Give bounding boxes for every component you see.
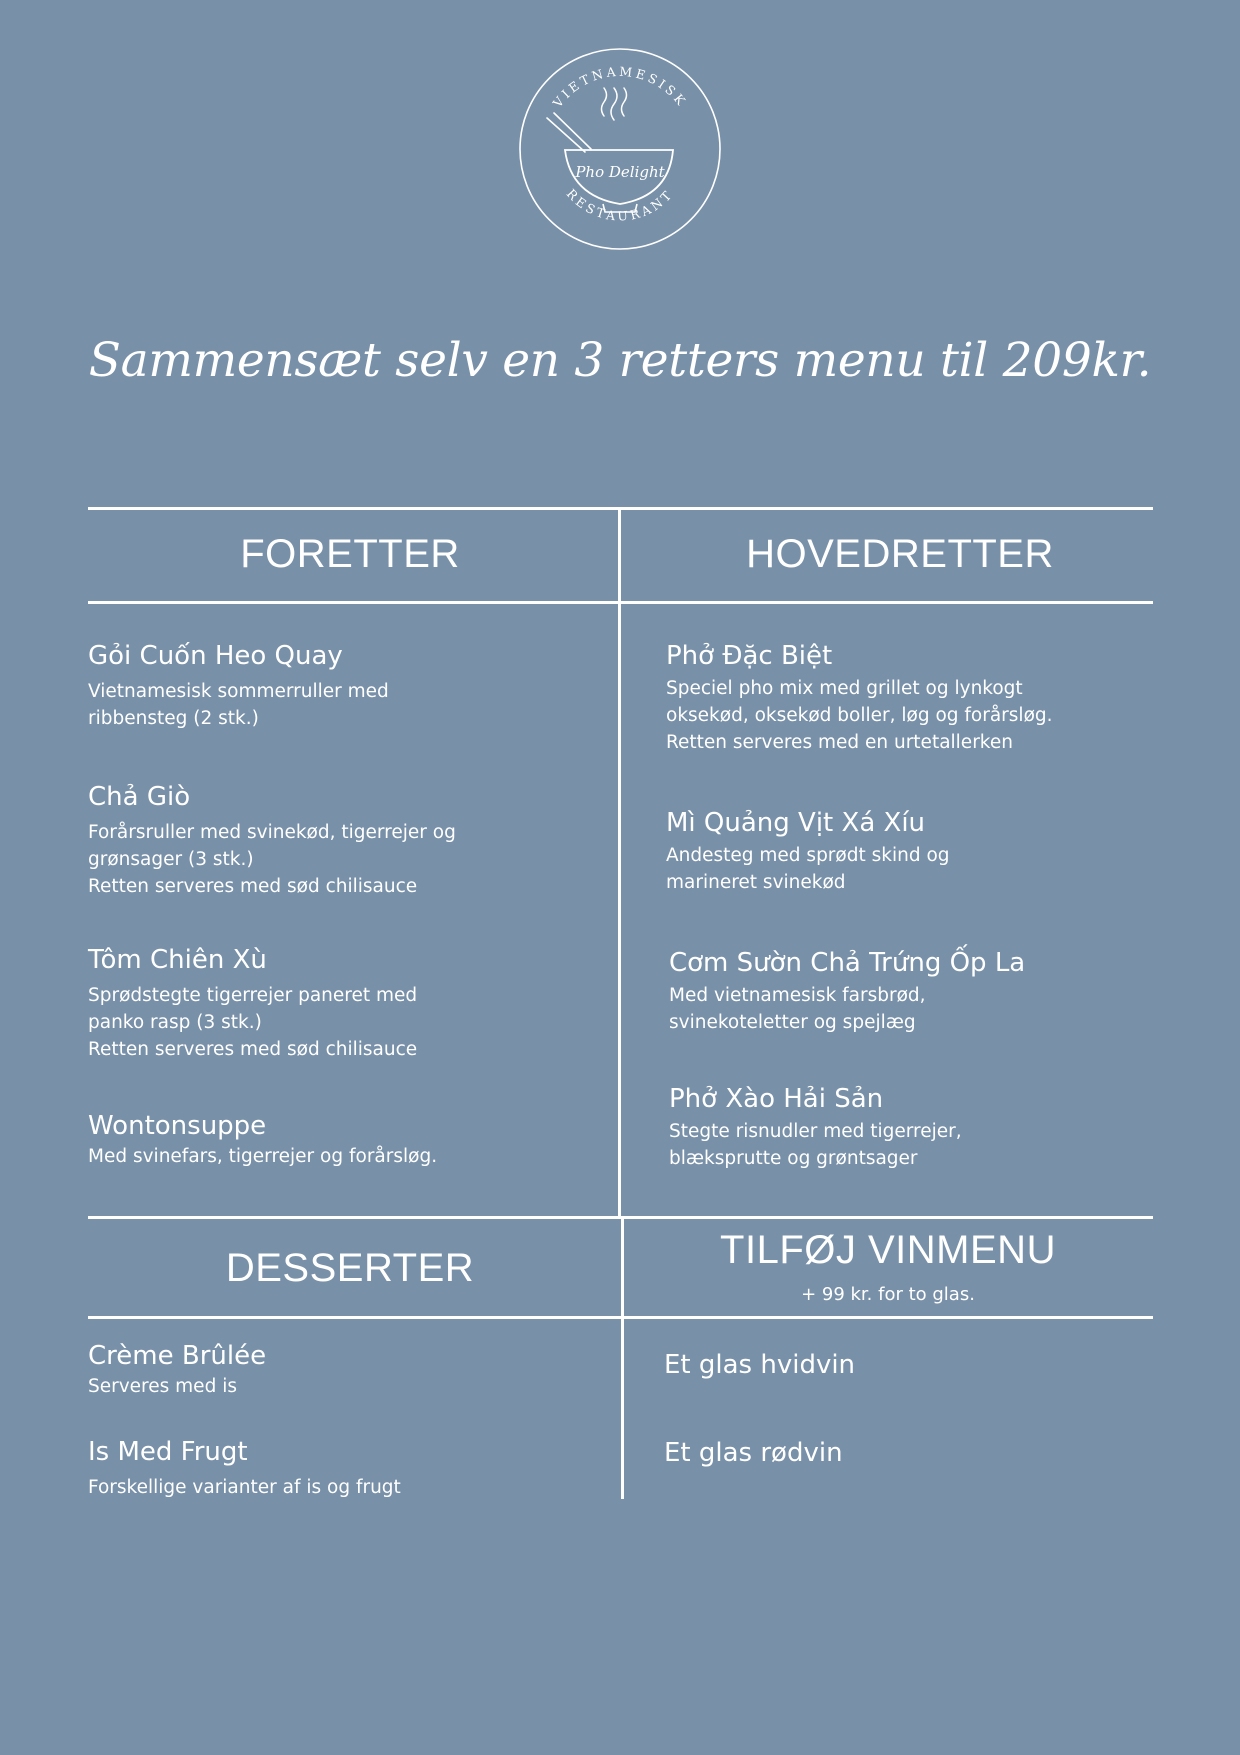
- menu-item: [88, 1340, 558, 1400]
- item-description: Med vietnamesisk farsbrød, svinekoteletter og spejlæg: [669, 985, 926, 1033]
- menu-item: [666, 640, 1146, 756]
- wine-option-red: Et glas rødvin: [664, 1438, 843, 1468]
- item-description: Med svinefars, tigerrejer og forårsløg.: [88, 1146, 438, 1167]
- item-name: Gỏi Cuốn Heo Quay: [88, 641, 343, 671]
- menu-item: [88, 640, 558, 732]
- divider-vertical-lower: [621, 1216, 624, 1499]
- item-name: Chả Giò: [88, 782, 191, 812]
- item-description: Serveres med is: [88, 1376, 237, 1397]
- item-description: Speciel pho mix med grillet og lynkogt oksekød, oksekød boller, løg og forårsløg. Retten serveres med en urtetallerken: [666, 678, 1053, 753]
- item-name: Phở Đặc Biệt: [666, 641, 833, 671]
- wine-subtitle: + 99 kr. for to glas.: [801, 1284, 975, 1305]
- item-description: Forårsruller med svinekød, tigerrejer og grønsager (3 stk.) Retten serveres med sød chilisauce: [88, 822, 456, 897]
- item-name: Mì Quảng Vịt Xá Xíu: [666, 808, 926, 838]
- menu-item: [88, 1436, 558, 1501]
- item-name: Tôm Chiên Xù: [88, 945, 267, 975]
- section-title-wine: TILFØJ VINMENU: [720, 1228, 1056, 1272]
- divider-vertical-upper: [618, 507, 621, 1217]
- restaurant-logo: [517, 46, 723, 252]
- menu-item: [669, 1083, 1149, 1172]
- logo-top-text: VIETNAMESISK: [549, 63, 691, 111]
- item-name: Phở Xào Hải Sản: [669, 1084, 884, 1114]
- menu-item: [666, 807, 1146, 896]
- steam-icon: [602, 88, 627, 120]
- menu-item: [88, 944, 558, 1063]
- logo-bottom-text: RESTAURANT: [563, 185, 677, 224]
- item-description: Sprødstegte tigerrejer paneret med panko rasp (3 stk.) Retten serveres med sød chilisauce: [88, 985, 418, 1060]
- item-name: Cơm Sườn Chả Trứng Ốp La: [669, 948, 1026, 978]
- menu-item: [669, 947, 1149, 1036]
- item-name: Crème Brûlée: [88, 1341, 267, 1371]
- item-description: Vietnamesisk sommerruller med ribbensteg (2 stk.): [88, 681, 389, 729]
- item-description: Forskellige varianter af is og frugt: [88, 1477, 401, 1498]
- chopsticks-icon: [547, 113, 591, 152]
- item-name: Is Med Frugt: [88, 1437, 248, 1467]
- logo-center-text: Pho Delight: [575, 163, 665, 181]
- menu-item: [88, 781, 558, 900]
- section-title-desserts: DESSERTER: [225, 1246, 475, 1290]
- item-description: Stegte risnudler med tigerrejer, blæksprutte og grøntsager: [669, 1121, 962, 1169]
- item-description: Andesteg med sprødt skind og marineret svinekød: [666, 845, 950, 893]
- section-title-mains: HOVEDRETTER: [746, 532, 1054, 576]
- menu-headline: Sammensæt selv en 3 retters menu til 209kr.: [88, 333, 1152, 388]
- menu-item: [88, 1110, 558, 1170]
- section-title-starters: FORETTER: [240, 532, 460, 576]
- wine-option-white: Et glas hvidvin: [664, 1350, 856, 1380]
- item-name: Wontonsuppe: [88, 1111, 267, 1141]
